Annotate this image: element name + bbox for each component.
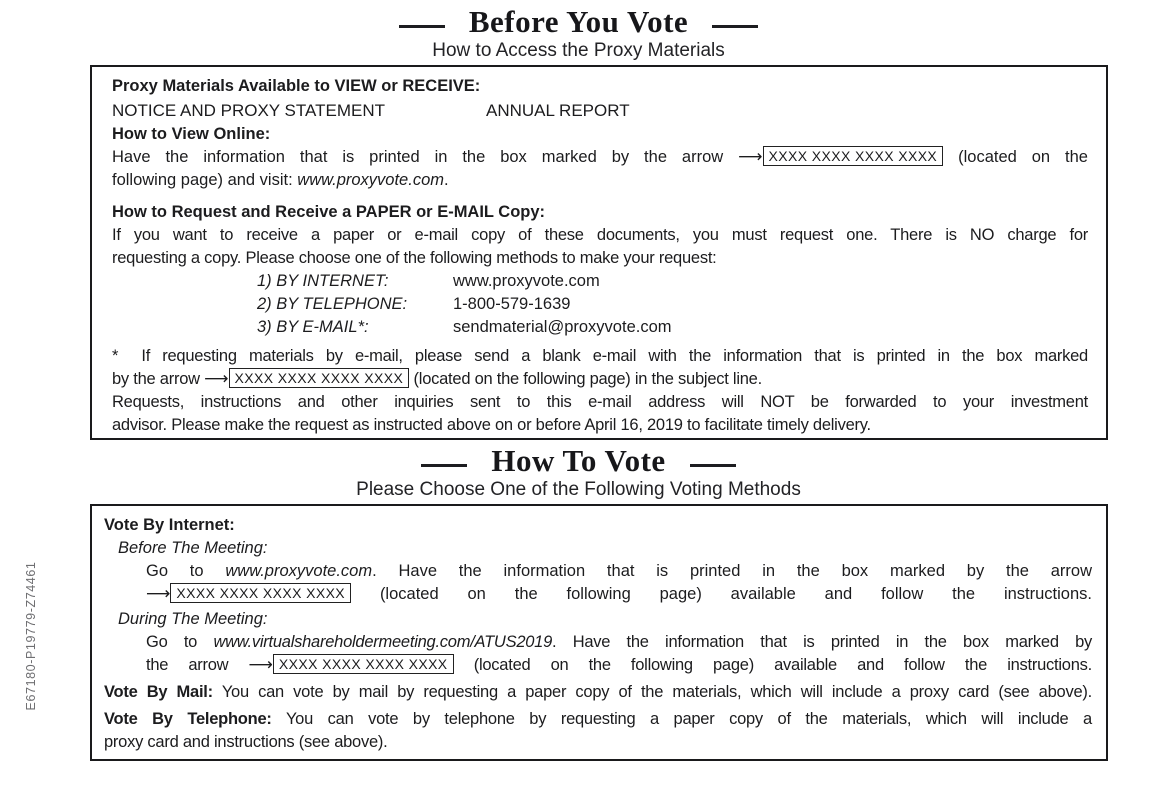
request-method-email [257, 316, 1088, 339]
sentence-period: . [444, 171, 449, 189]
document-annual-report: ANNUAL REPORT [486, 101, 630, 120]
during-the-meeting-label: During The Meeting: [118, 610, 268, 628]
document-notice-proxy-statement: NOTICE AND PROXY STATEMENT [112, 101, 385, 120]
footnote-text-3: (located on the following page) in the subject line. [413, 370, 762, 388]
control-number-placeholder-box: XXXX XXXX XXXX XXXX [229, 368, 410, 388]
materials-available-heading: Proxy Materials Available to VIEW or RECEIVE: [112, 77, 481, 95]
before-you-vote-title: Before You Vote [468, 4, 689, 39]
proxyvote-url: www.proxyvote.com [297, 171, 444, 189]
during-meeting-text: Go to [146, 633, 198, 651]
before-meeting-text: Go to [146, 562, 204, 580]
access-materials-box [90, 65, 1108, 440]
during-meeting-line2 [146, 654, 1092, 677]
title-dash-left [399, 25, 445, 28]
email-footnote-line2 [112, 368, 1088, 391]
method-value-phone-number: 1-800-579-1639 [453, 295, 571, 313]
title-dash-right [712, 25, 758, 28]
footnote-text-2: by the arrow [112, 370, 200, 388]
before-meeting-line1 [146, 560, 1092, 583]
document-control-number: E67180-P19779-Z74461 [24, 561, 38, 711]
control-number-placeholder-box: XXXX XXXX XXXX XXXX [273, 654, 454, 674]
during-meeting-line1 [146, 631, 1092, 654]
method-value-email-address: sendmaterial@proxyvote.com [453, 318, 672, 336]
before-you-vote-title-row [0, 5, 1157, 39]
control-number-placeholder-box: XXXX XXXX XXXX XXXX [763, 146, 944, 166]
view-online-text-cont: (located on the [958, 148, 1088, 166]
view-online-line1 [112, 146, 1088, 169]
footnote-asterisk: * [112, 347, 119, 365]
how-to-view-online-heading: How to View Online: [112, 125, 271, 143]
during-meeting-text-4: (located on the following page) available and follow the instructions. [473, 656, 1092, 674]
vote-by-mail-line [104, 681, 1092, 704]
right-arrow-icon: ⟶ [204, 369, 229, 389]
vote-by-telephone-heading: Vote By Telephone: [104, 710, 272, 728]
view-online-text: Have the information that is printed in the box marked by the arrow [112, 148, 724, 166]
vote-by-telephone-line1 [104, 708, 1092, 731]
right-arrow-icon: ⟶ [146, 584, 171, 604]
vote-by-mail-text: You can vote by mail by requesting a paper copy of the materials, which will include a proxy card (see above). [221, 683, 1092, 701]
request-method-telephone [257, 293, 1088, 316]
before-meeting-line2 [146, 583, 1092, 606]
title-dash-right [690, 464, 736, 467]
proxyvote-url: www.proxyvote.com [225, 562, 373, 580]
voting-methods-subtitle: Please Choose One of the Following Voting Methods [356, 479, 801, 500]
right-arrow-icon: ⟶ [248, 655, 273, 675]
method-label-email: 3) BY E-MAIL*: [257, 318, 369, 336]
view-online-text-2: following page) and visit: [112, 171, 293, 189]
method-value-internet-url: www.proxyvote.com [453, 272, 600, 290]
footnote-text: If requesting materials by e-mail, please send a blank e-mail with the information that is printed in the box marked [141, 347, 1088, 365]
email-footnote-line1 [112, 345, 1088, 368]
vote-by-telephone-line2: proxy card and instructions (see above). [104, 733, 388, 751]
before-meeting-text-3: (located on the following page) available and follow the instructions. [379, 585, 1092, 603]
voting-methods-box [90, 504, 1108, 761]
documents-list [112, 98, 1088, 123]
how-to-request-heading: How to Request and Receive a PAPER or E-MAIL Copy: [112, 203, 546, 221]
method-label-internet: 1) BY INTERNET: [257, 272, 389, 290]
during-meeting-text-2: . Have the information that is printed in the box marked by [552, 633, 1092, 651]
how-to-vote-title-row [0, 444, 1157, 478]
during-meeting-text-3: the arrow [146, 656, 229, 674]
vote-by-telephone-text: You can vote by telephone by requesting a paper copy of the materials, which will include a [285, 710, 1092, 728]
method-label-telephone: 2) BY TELEPHONE: [257, 295, 408, 313]
before-the-meeting-label: Before The Meeting: [118, 539, 268, 557]
before-meeting-text-2: . Have the information that is printed in the box marked by the arrow [372, 562, 1092, 580]
requests-notice-line1: Requests, instructions and other inquiries sent to this e-mail address will NOT be forwarded to your investment [112, 393, 1088, 411]
access-materials-subtitle: How to Access the Proxy Materials [432, 40, 725, 61]
how-to-vote-title: How To Vote [491, 443, 666, 478]
request-copy-line1: If you want to receive a paper or e-mail copy of these documents, you must request one. There is NO charge for [112, 226, 1088, 244]
control-number-placeholder-box: XXXX XXXX XXXX XXXX [170, 583, 351, 603]
title-dash-left [421, 464, 467, 467]
right-arrow-icon: ⟶ [738, 147, 763, 167]
view-online-line2 [112, 169, 1088, 192]
vote-by-mail-heading: Vote By Mail: [104, 683, 213, 701]
request-method-internet [257, 270, 1088, 293]
requests-notice-line2: advisor. Please make the request as instructed above on or before April 16, 2019 to facilitate timely delivery. [112, 416, 871, 434]
virtual-meeting-url: www.virtualshareholdermeeting.com/ATUS2019 [213, 633, 553, 651]
vote-by-internet-heading: Vote By Internet: [104, 516, 235, 534]
request-copy-line2: requesting a copy. Please choose one of the following methods to make your request: [112, 249, 717, 267]
